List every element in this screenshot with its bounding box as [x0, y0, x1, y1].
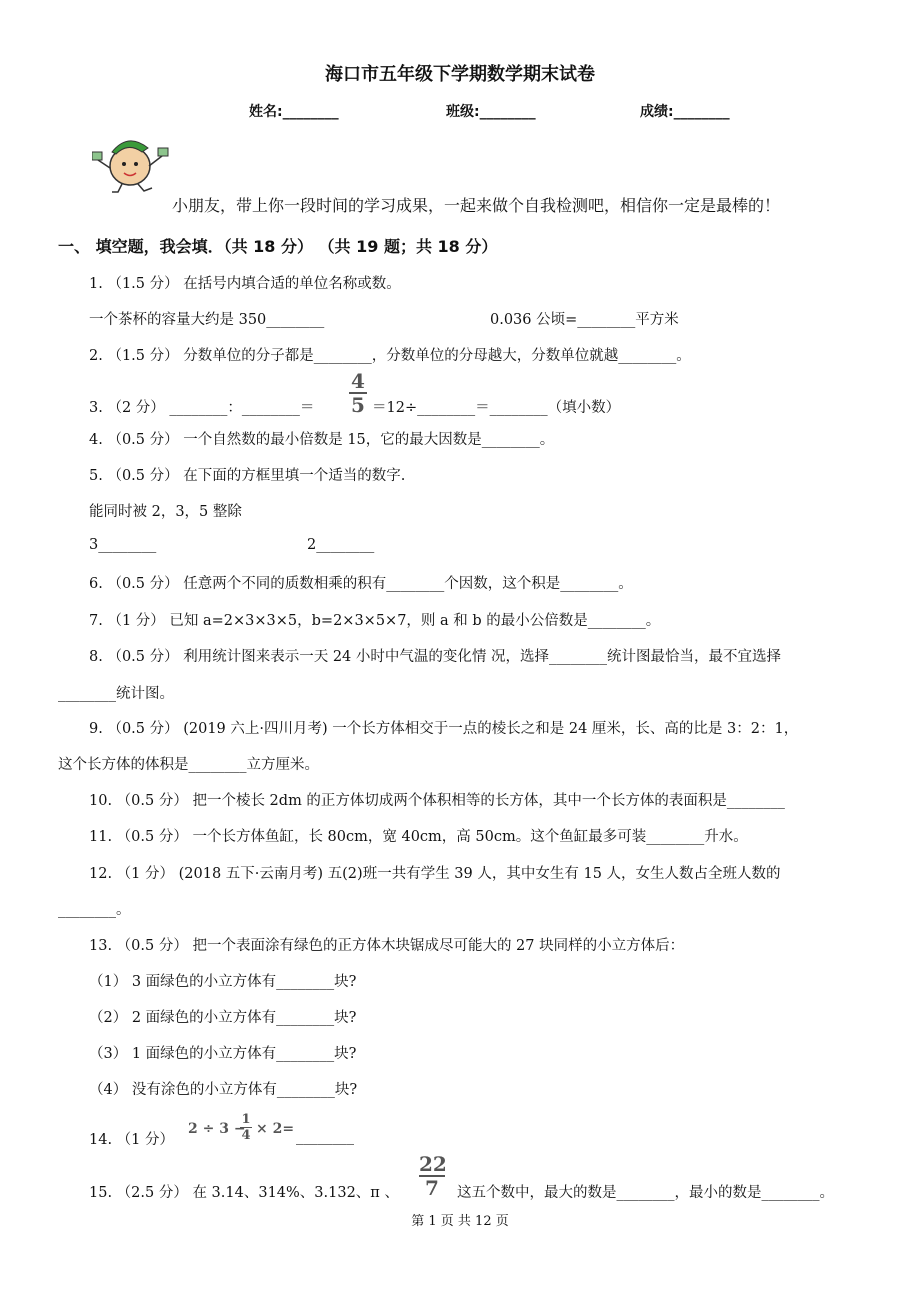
question-13-sub-1: （1） 3 面绿色的小立方体有________块? — [89, 974, 357, 990]
page-title: 海口市五年级下学期数学期末试卷 — [325, 64, 595, 85]
question-13: 13. （0.5 分） 把一个表面涂有绿色的正方体木块锯成尽可能大的 27 块同样的小立方体后： — [89, 938, 685, 954]
question-3-left: 3. （2 分） ________：________＝ — [89, 400, 315, 416]
question-15-start: 15. （2.5 分） 在 3.14、314%、3.132、π 、 — [89, 1185, 399, 1201]
question-12-line-2: ________。 — [58, 902, 131, 918]
fraction-numerator: 4 — [351, 369, 365, 393]
question-8-line-1: 8. （0.5 分） 利用统计图来表示一天 24 小时中气温的变化情 况，选择________统计图最恰当，最不宜选择 — [89, 649, 781, 665]
score-field: 成绩:________ — [640, 104, 730, 120]
question-3-right: ＝12÷________＝________（填小数） — [372, 400, 621, 416]
class-field: 班级:________ — [446, 104, 536, 120]
fraction-four-fifths — [349, 371, 367, 415]
question-13-sub-3: （3） 1 面绿色的小立方体有________块? — [89, 1046, 357, 1062]
fraction-numerator: 1 — [241, 1112, 251, 1127]
question-15-end: 这五个数中，最大的数是________，最小的数是________。 — [457, 1185, 834, 1201]
question-9-line-2: 这个长方体的体积是________立方厘米。 — [58, 757, 319, 773]
question-5-condition: 能同时被 2，3，5 整除 — [89, 504, 242, 520]
fraction-denominator: 7 — [425, 1176, 439, 1200]
section-heading: 一、 填空题，我会填．（共 18 分） （共 19 题；共 18 分） — [58, 237, 498, 256]
question-13-sub-4: （4） 没有涂色的小立方体有________块? — [89, 1082, 358, 1098]
question-13-sub-2: （2） 2 面绿色的小立方体有________块? — [89, 1010, 357, 1026]
question-6: 6. （0.5 分） 任意两个不同的质数相乘的积有________个因数，这个积是________。 — [89, 576, 633, 592]
question-1: 1. （1.5 分） 在括号内填合适的单位名称或数。 — [89, 276, 401, 292]
question-14-expression-start: 2 ÷ 3 − — [188, 1121, 246, 1137]
question-7: 7. （1 分） 已知 a=2×3×3×5，b=2×3×5×7，则 a 和 b 的最小公倍数是________。 — [89, 613, 661, 629]
question-1-part-b: 0.036 公顷=________平方米 — [490, 312, 679, 328]
question-5-blank-a: 3________ — [89, 537, 157, 553]
question-4: 4. （0.5 分） 一个自然数的最小倍数是 15，它的最大因数是________。 — [89, 432, 555, 448]
fraction-one-quarter — [240, 1113, 252, 1142]
page-footer: 第 1 页 共 12 页 — [411, 1214, 509, 1229]
fraction-denominator: 5 — [351, 393, 365, 417]
question-5-blank-b: 2________ — [307, 537, 375, 553]
fraction-denominator: 4 — [241, 1128, 251, 1143]
question-10: 10. （0.5 分） 把一个棱长 2dm 的正方体切成两个体积相等的长方体，其中一个长方体的表面积是________ — [89, 793, 785, 809]
name-field: 姓名:________ — [249, 104, 339, 120]
fraction-numerator: 22 — [419, 1152, 447, 1176]
mascot-illustration — [92, 128, 170, 194]
question-2: 2. （1.5 分） 分数单位的分子都是________，分数单位的分母越大，分数单位就越________。 — [89, 348, 691, 364]
question-8-line-2: ________统计图。 — [58, 686, 174, 702]
question-11: 11. （0.5 分） 一个长方体鱼缸，长 80cm，宽 40cm，高 50cm。这个鱼缸最多可装________升水。 — [89, 829, 748, 845]
fraction-22-over-7 — [419, 1154, 445, 1198]
question-14: 14. （1 分） — [89, 1132, 175, 1148]
question-9-line-1: 9. （0.5 分） (2019 六上·四川月考) 一个长方体相交于一点的棱长之和是 24 厘米，长、高的比是 3：2：1， — [89, 721, 799, 737]
question-5: 5. （0.5 分） 在下面的方框里填一个适当的数字. — [89, 468, 406, 484]
question-14-expression-end: × 2= — [256, 1121, 295, 1137]
question-1-part-a: 一个茶杯的容量大约是 350________ — [89, 312, 325, 328]
question-14-blank: ________ — [296, 1129, 354, 1145]
question-12-line-1: 12. （1 分） (2018 五下·云南月考) 五(2)班一共有学生 39 人，其中女生有 15 人，女生人数占全班人数的 — [89, 866, 781, 882]
greeting-text: 小朋友，带上你一段时间的学习成果，一起来做个自我检测吧，相信你一定是最棒的！ — [172, 196, 781, 215]
